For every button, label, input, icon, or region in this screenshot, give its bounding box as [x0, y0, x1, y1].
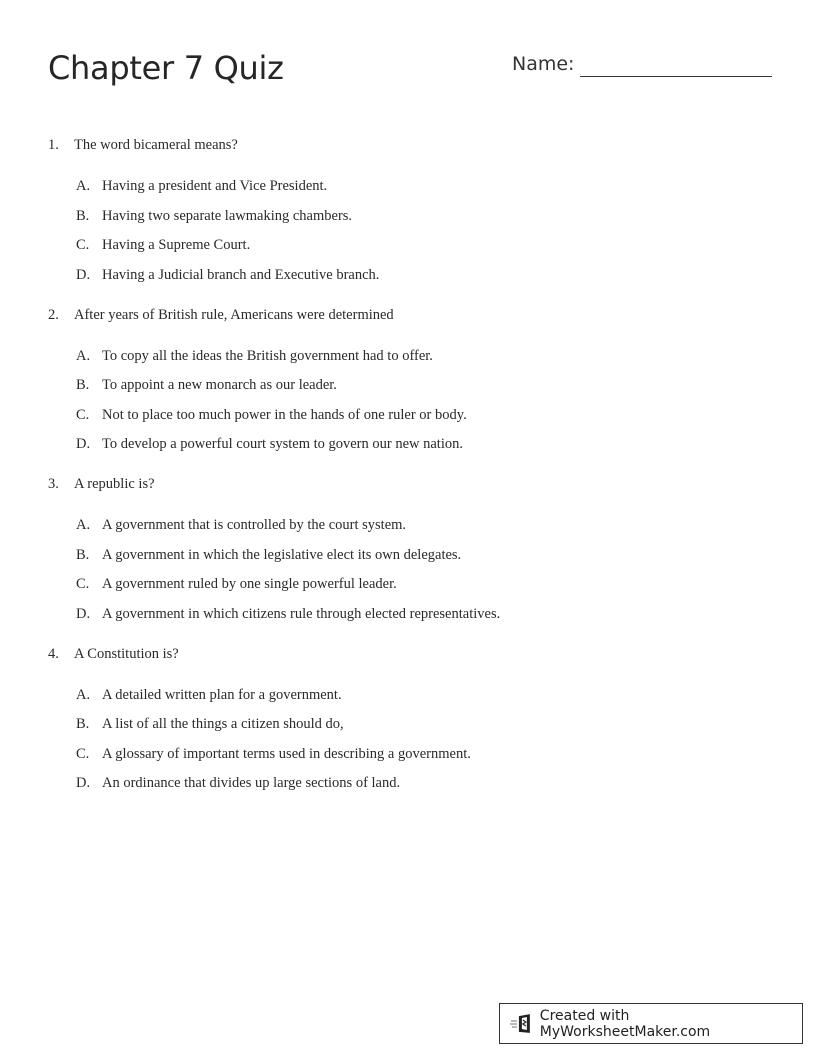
choice-b: [76, 206, 768, 226]
choice-b: [76, 545, 768, 565]
choice-c: [76, 405, 768, 425]
question-number: 4.: [48, 645, 59, 662]
choice-text: Having two separate lawmaking chambers.: [102, 207, 353, 224]
choice-c: [76, 235, 768, 255]
choice-letter: D.: [76, 775, 91, 791]
choice-text: Having a Supreme Court.: [102, 237, 251, 253]
choice-letter: A.: [76, 347, 91, 364]
choice-text: A government that is controlled by the court system.: [102, 517, 407, 533]
choice-letter: D.: [76, 436, 91, 452]
choice-text: A detailed written plan for a government.: [102, 686, 342, 703]
question-2: [48, 305, 768, 455]
choice-text: Having a president and Vice President.: [102, 178, 328, 194]
choice-letter: C.: [76, 745, 90, 762]
worksheet-maker-logo-icon: [510, 1013, 534, 1035]
question-stem: [48, 305, 768, 325]
footer-credit-badge[interactable]: [499, 1003, 803, 1044]
choice-letter: A.: [76, 178, 91, 194]
answer-choices: [76, 346, 768, 455]
choice-text: To copy all the ideas the British government had to offer.: [102, 347, 433, 364]
choice-letter: B.: [76, 716, 90, 732]
choice-d: [76, 604, 768, 624]
choice-letter: D.: [76, 266, 91, 283]
answer-choices: [76, 515, 768, 624]
choice-c: [76, 744, 768, 764]
choice-letter: C.: [76, 237, 90, 253]
question-stem: [48, 644, 768, 664]
question-1: [48, 135, 768, 285]
choice-letter: B.: [76, 377, 90, 393]
choice-b: [76, 375, 768, 395]
question-stem: [48, 135, 768, 155]
question-text: After years of British rule, Americans were determined: [74, 306, 394, 323]
choice-a: [76, 685, 768, 705]
question-3: [48, 474, 768, 624]
question-number: 2.: [48, 306, 59, 323]
choice-letter: D.: [76, 605, 91, 622]
choice-a: [76, 515, 768, 535]
choice-letter: C.: [76, 406, 90, 423]
choice-d: [76, 265, 768, 285]
choice-text: A government ruled by one single powerful leader.: [102, 576, 397, 592]
choice-text: Not to place too much power in the hands of one ruler or body.: [102, 406, 467, 423]
question-stem: [48, 474, 768, 494]
answer-choices: [76, 176, 768, 285]
choice-text: Having a Judicial branch and Executive branch.: [102, 266, 380, 283]
choice-letter: A.: [76, 686, 91, 703]
question-text: A Constitution is?: [74, 645, 179, 662]
question-text: The word bicameral means?: [74, 137, 238, 153]
question-list: [48, 135, 768, 803]
question-number: 3.: [48, 476, 59, 492]
choice-letter: C.: [76, 576, 90, 592]
choice-text: A government in which citizens rule through elected representatives.: [102, 605, 501, 622]
question-number: 1.: [48, 137, 59, 153]
name-label: Name:: [512, 53, 575, 75]
choice-b: [76, 714, 768, 734]
choice-c: [76, 574, 768, 594]
question-text: A republic is?: [74, 476, 155, 492]
choice-letter: B.: [76, 546, 90, 563]
choice-d: [76, 434, 768, 454]
name-blank-line[interactable]: [580, 76, 772, 77]
choice-a: [76, 176, 768, 196]
answer-choices: [76, 685, 768, 794]
question-4: [48, 644, 768, 794]
choice-a: [76, 346, 768, 366]
footer-text: Created with MyWorksheetMaker.com: [539, 1007, 711, 1040]
choice-text: A glossary of important terms used in describing a government.: [102, 745, 471, 762]
page-title: Chapter 7 Quiz: [48, 49, 284, 87]
choice-text: A government in which the legislative elect its own delegates.: [102, 546, 462, 563]
choice-letter: B.: [76, 207, 90, 224]
choice-text: A list of all the things a citizen should do,: [102, 716, 344, 732]
choice-text: To appoint a new monarch as our leader.: [102, 377, 337, 393]
name-field: [512, 52, 772, 76]
choice-text: To develop a powerful court system to govern our new nation.: [102, 436, 463, 452]
choice-text: An ordinance that divides up large sections of land.: [102, 775, 401, 791]
choice-letter: A.: [76, 517, 91, 533]
choice-d: [76, 773, 768, 793]
